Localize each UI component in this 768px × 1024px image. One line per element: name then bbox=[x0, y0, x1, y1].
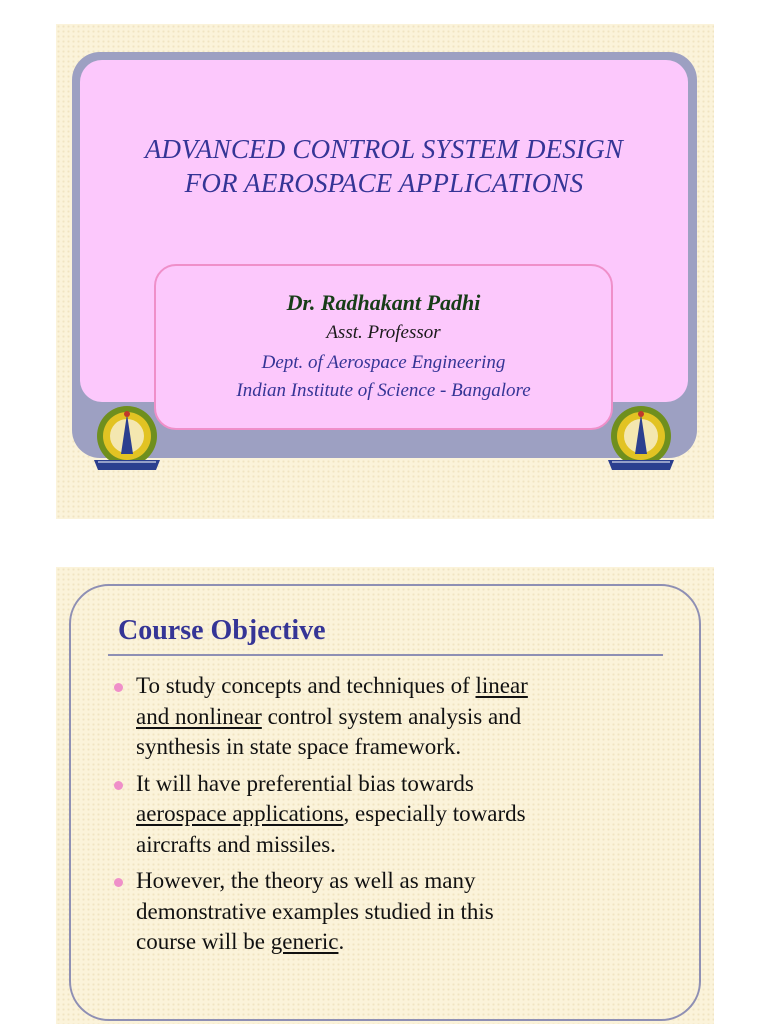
slide-heading: Course Objective bbox=[118, 615, 326, 646]
course-title bbox=[80, 132, 688, 200]
bullet-text-pre: However, the theory as well as many demonstrative examples studied in this course will be bbox=[136, 868, 494, 954]
bullet-text-pre: It will have preferential bias towards bbox=[136, 770, 474, 796]
objective-list bbox=[112, 671, 532, 964]
iisc-emblem-icon bbox=[88, 402, 166, 478]
author-name: Dr. Radhakant Padhi bbox=[286, 290, 481, 315]
list-item bbox=[112, 671, 532, 763]
list-item bbox=[112, 769, 532, 861]
course-title-line-1: ADVANCED CONTROL SYSTEM DESIGN bbox=[144, 134, 624, 164]
bullet-text-underlined: aerospace applications bbox=[136, 801, 344, 826]
bullet-text-post: , especially towards aircrafts and missiles. bbox=[136, 801, 526, 857]
iisc-emblem-icon bbox=[602, 402, 680, 478]
bullet-text-post: control system analysis and synthesis in state space framework. bbox=[136, 703, 522, 759]
course-title-line-2: FOR AEROSPACE APPLICATIONS bbox=[184, 168, 584, 198]
title-slide bbox=[56, 24, 714, 519]
bullet-dot-icon bbox=[114, 683, 123, 692]
bullet-text-underlined: linear and nonlinear bbox=[136, 673, 528, 729]
heading-divider bbox=[108, 654, 663, 656]
objective-slide bbox=[56, 567, 714, 1024]
bullet-dot-icon bbox=[114, 878, 123, 887]
bullet-text-underlined: generic bbox=[270, 929, 339, 954]
bullet-dot-icon bbox=[114, 781, 123, 790]
author-box bbox=[154, 264, 613, 430]
author-institute: Indian Institute of Science - Bangalore bbox=[236, 380, 531, 401]
bullet-text-post: . bbox=[338, 929, 345, 954]
author-position: Asst. Professor bbox=[326, 322, 441, 343]
list-item bbox=[112, 866, 532, 958]
author-department: Dept. of Aerospace Engineering bbox=[261, 352, 506, 373]
bullet-text-pre: To study concepts and techniques of bbox=[136, 673, 476, 698]
